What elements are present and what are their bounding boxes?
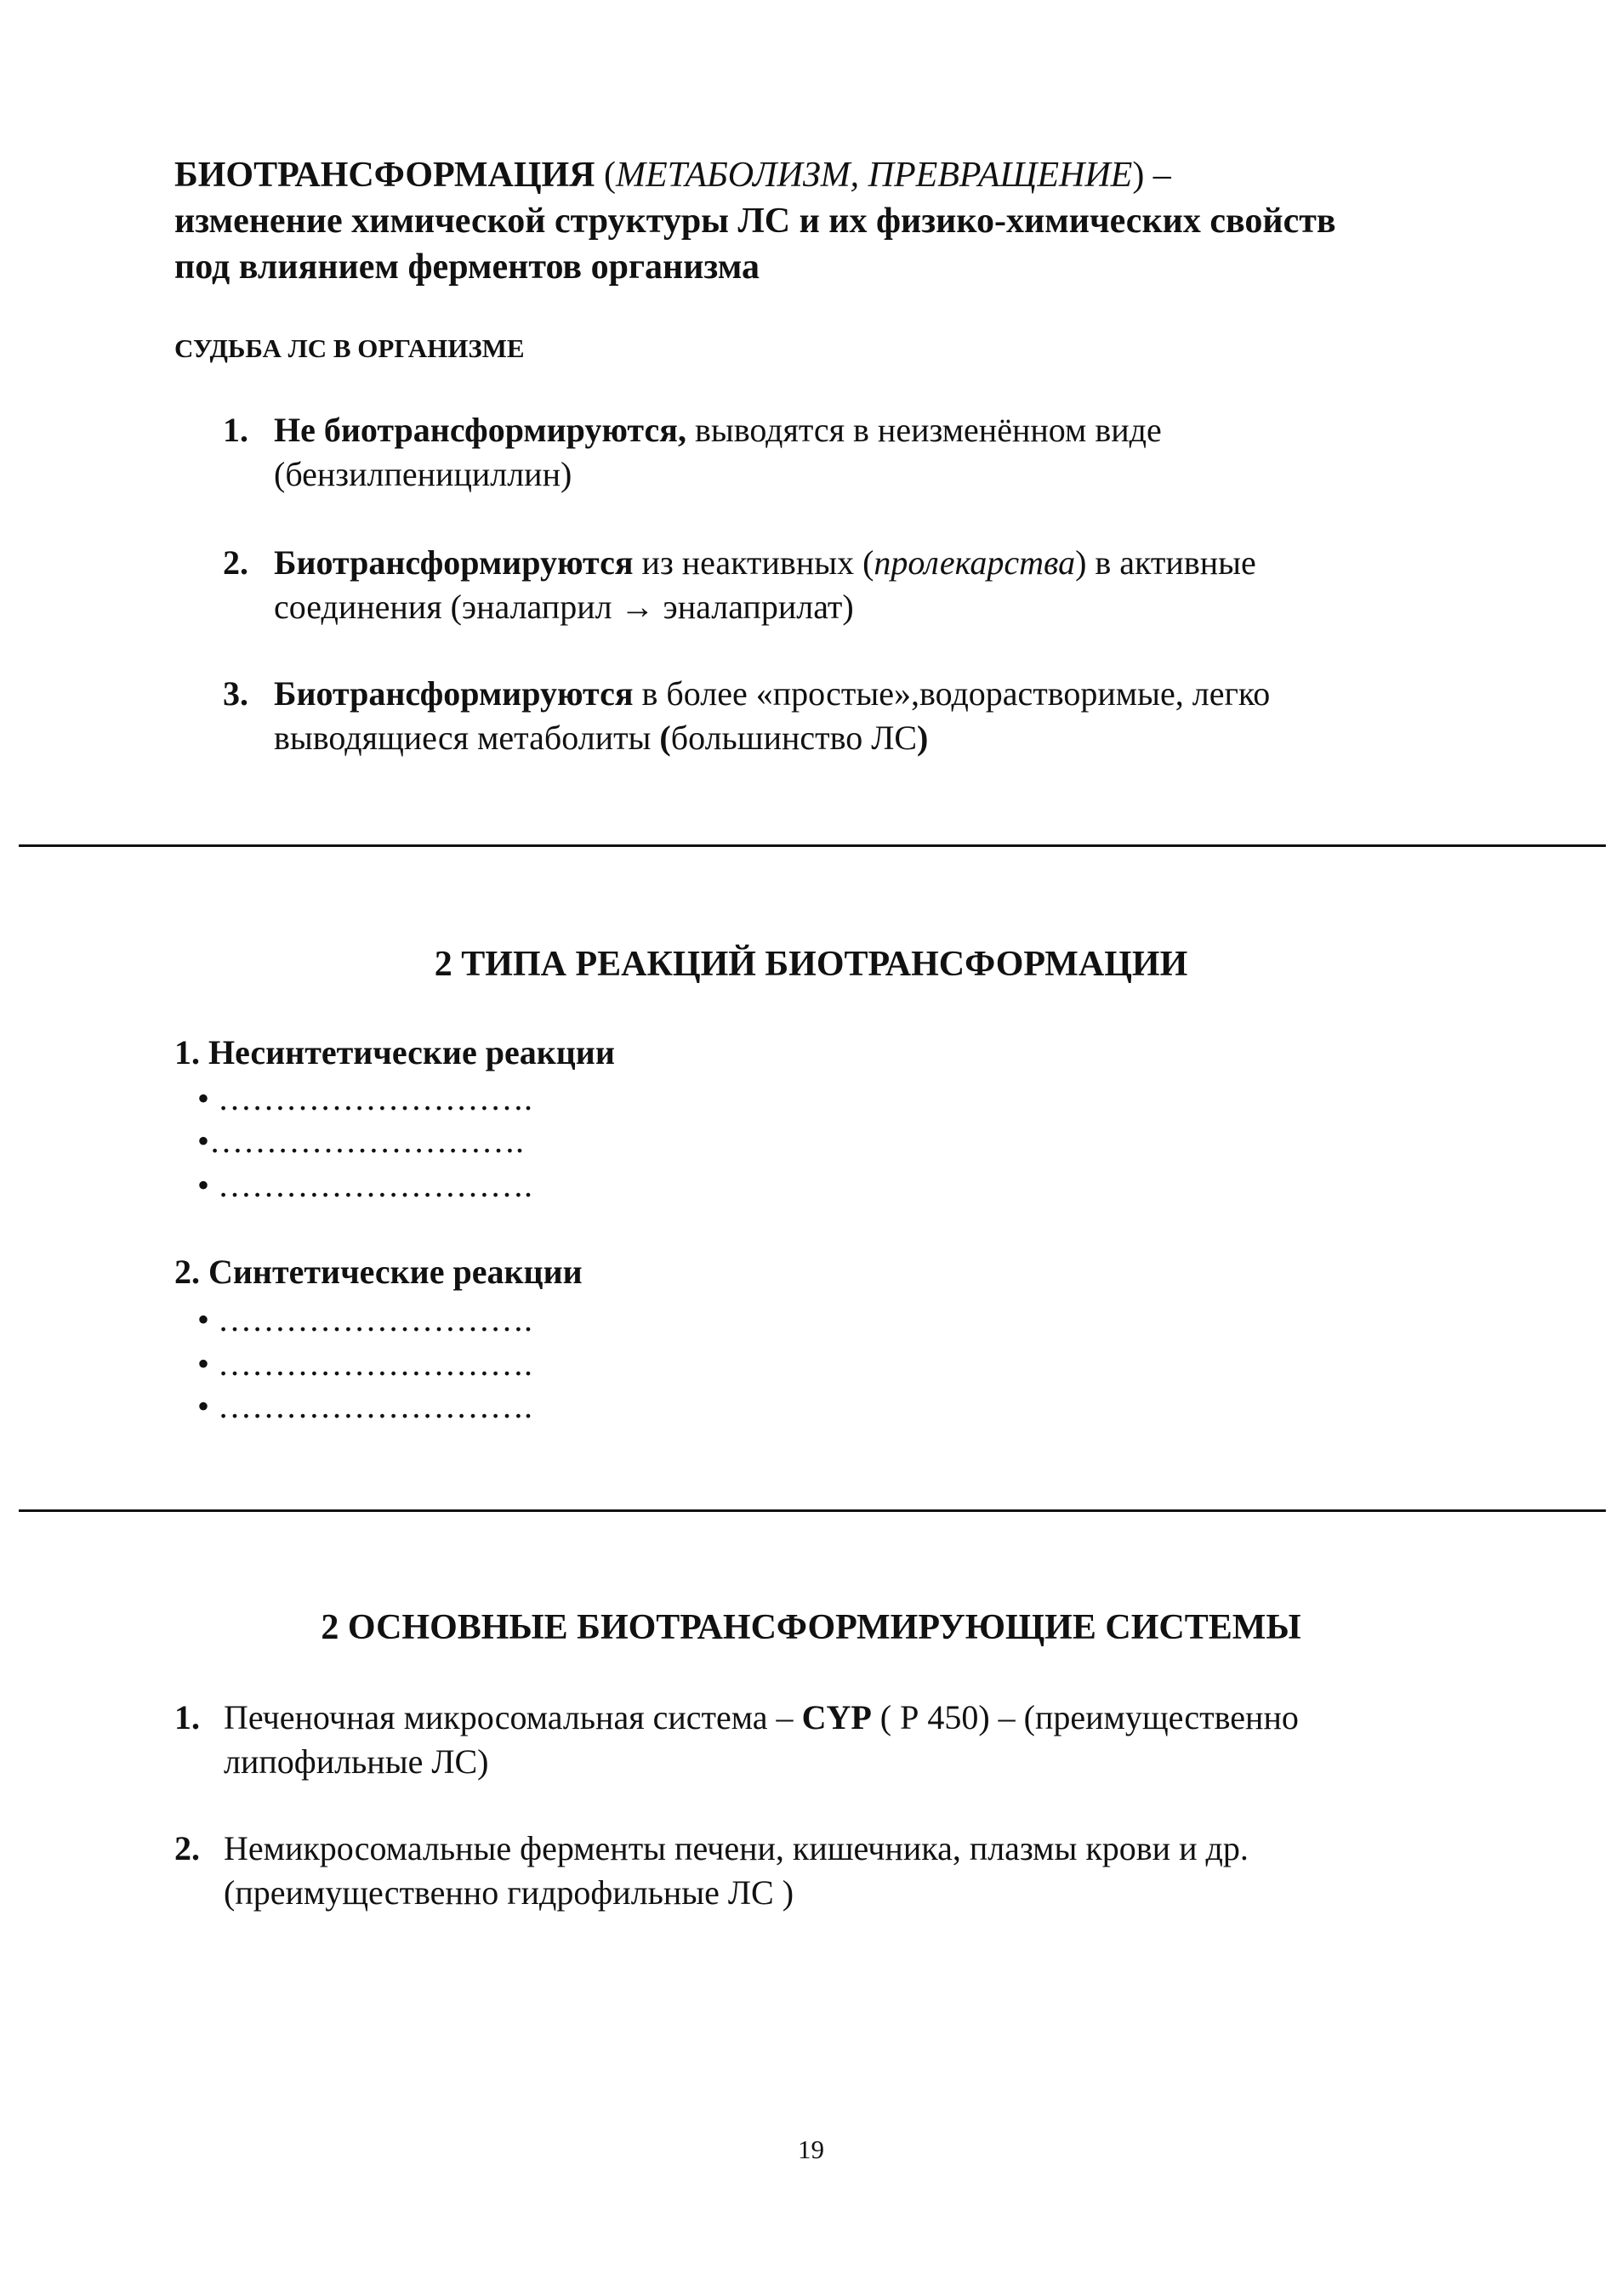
reaction-group-heading: 2. Синтетические реакции: [174, 1253, 583, 1291]
reaction-bullet: • ……………………….: [197, 1387, 533, 1425]
system-item-number: 2.: [174, 1829, 200, 1867]
definition-line-3: под влиянием ферментов организма: [174, 247, 760, 287]
fate-item-text-after: ) в активные: [1075, 543, 1256, 582]
fate-item-3: [223, 672, 1431, 760]
fate-item-paren-open: (: [659, 719, 671, 757]
reaction-bullet: • ……………………….: [197, 1300, 533, 1338]
reaction-types-title: 2 ТИПА РЕАКЦИЙ БИОТРАНСФОРМАЦИИ: [434, 945, 1188, 984]
fate-item-line2: выводящиеся метаболиты: [274, 719, 660, 757]
system-item-line1: Немикросомальные ферменты печени, кишечника, плазмы крови и др.: [224, 1829, 1249, 1867]
system-item-text-after: ( Р 450) – (преимущественно: [871, 1698, 1299, 1736]
system-item-text: Печеночная микросомальная система –: [224, 1698, 802, 1736]
system-item-1: [174, 1696, 1448, 1784]
fate-item-italic: пролекарства: [874, 543, 1076, 582]
fate-item-line2: соединения (эналаприл → эналаприлат): [274, 588, 854, 626]
fate-item-bold: Биотрансформируются: [274, 674, 634, 713]
fate-item-1: [223, 408, 1431, 497]
reaction-bullet: • ……………………….: [197, 1166, 533, 1204]
fate-item-bold: Не биотрансформируются,: [274, 411, 686, 449]
section-divider: [19, 844, 1606, 847]
definition-synonyms: МЕТАБОЛИЗМ, ПРЕВРАЩЕНИЕ: [615, 156, 1133, 195]
page-number: 19: [798, 2134, 824, 2164]
system-item-line2: (преимущественно гидрофильные ЛС ): [224, 1873, 794, 1912]
reaction-bullet: • ……………………….: [197, 1079, 533, 1117]
definition-term: БИОТРАНСФОРМАЦИЯ: [174, 156, 595, 195]
fate-item-2: [223, 541, 1431, 629]
fate-item-line2-mid: большинство ЛС: [670, 719, 918, 757]
reaction-group-heading: 1. Несинтетические реакции: [174, 1033, 615, 1071]
system-item-line2: липофильные ЛС): [224, 1742, 489, 1781]
reaction-bullet: • ……………………….: [197, 1344, 533, 1383]
fate-item-number: 2.: [223, 543, 248, 582]
fate-heading: СУДЬБА ЛС В ОРГАНИЗМЕ: [174, 333, 525, 363]
systems-title: 2 ОСНОВНЫЕ БИОТРАНСФОРМИРУЮЩИЕ СИСТЕМЫ: [321, 1608, 1301, 1647]
fate-item-paren-close: ): [917, 719, 929, 757]
section-divider: [19, 1509, 1606, 1512]
reaction-bullet: •……………………….: [197, 1122, 525, 1160]
definition-line-1: [174, 153, 1171, 197]
fate-item-text: из неактивных (: [633, 543, 874, 582]
fate-item-line2: (бензилпенициллин): [274, 455, 572, 493]
fate-item-number: 3.: [223, 674, 248, 713]
definition-line-2: изменение химической структуры ЛС и их физико-химических свойств: [174, 202, 1336, 241]
system-item-number: 1.: [174, 1698, 200, 1736]
fate-item-number: 1.: [223, 411, 248, 449]
definition-paren-close: ) –: [1132, 156, 1171, 195]
definition-paren-open: (: [595, 156, 616, 195]
fate-item-text: в более «простые»,водорастворимые, легко: [633, 674, 1271, 713]
system-item-2: [174, 1827, 1448, 1915]
fate-item-bold: Биотрансформируются: [274, 543, 634, 582]
system-item-bold: CYP: [801, 1698, 872, 1736]
fate-item-text: выводятся в неизменённом виде: [686, 411, 1162, 449]
